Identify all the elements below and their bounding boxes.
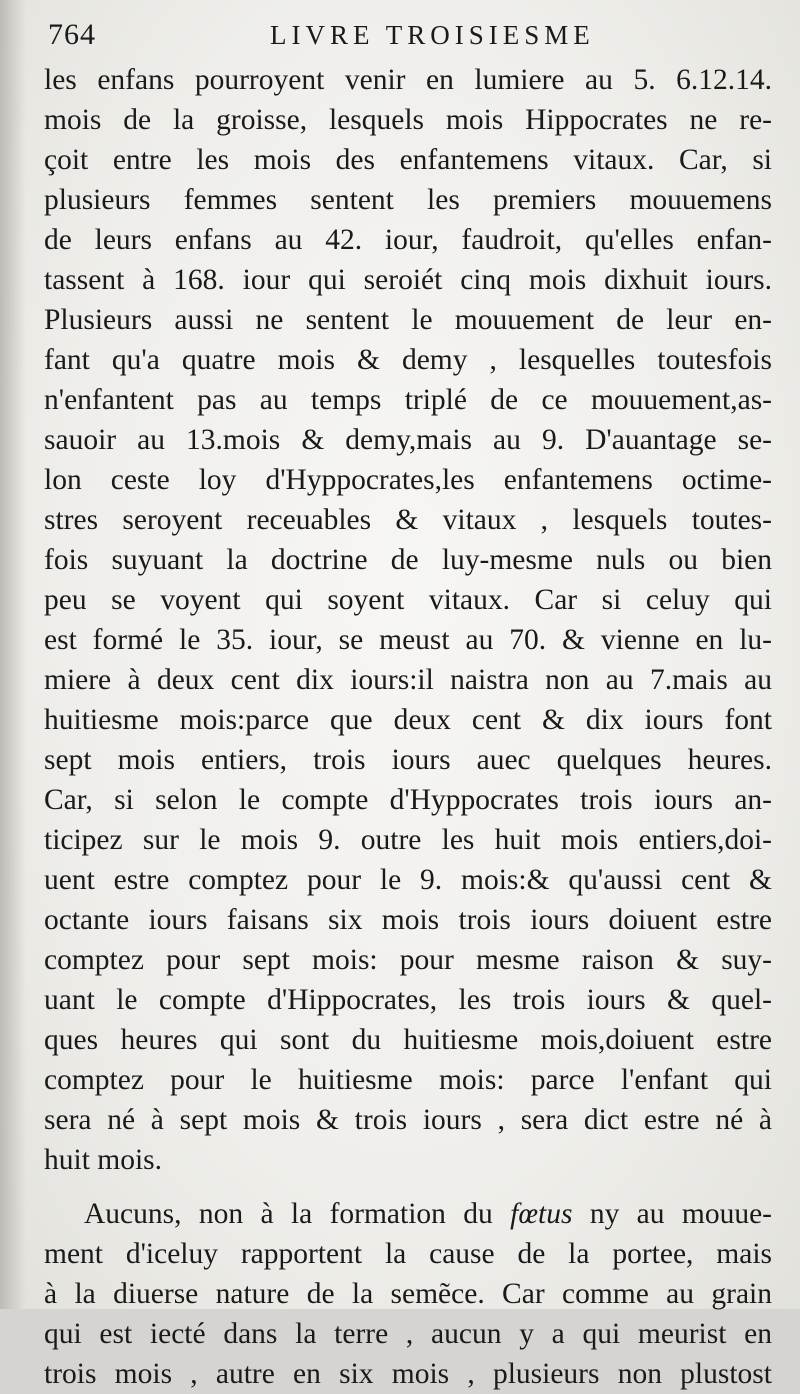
text-line: fant qu'a quatre mois & demy , lesquelles toutesfois (44, 344, 772, 376)
text-line: sept mois entiers, trois iours auec quelques heures. (44, 744, 772, 776)
text-line: tassent à 168. iour qui seroiét cinq mois dixhuit iours. (44, 264, 772, 296)
paragraph-gap (44, 1180, 772, 1194)
text-line: octante iours faisans six mois trois iours doiuent estre (44, 904, 772, 936)
text-line: huitiesme mois:parce que deux cent & dix iours font (44, 704, 772, 736)
text-line: ment d'iceluy rapportent la cause de la portee, mais (44, 1238, 772, 1270)
text-run: Aucuns, non à la formation du (84, 1198, 511, 1230)
text-line: Plusieurs aussi ne sentent le mouuement de leur en- (44, 304, 772, 336)
running-head: LIVRE TROISIESME (270, 20, 595, 50)
text-line: uant le compte d'Hippocrates, les trois iours & quel- (44, 984, 772, 1016)
text-line: çoit entre les mois des enfantemens vitaux. Car, si (44, 144, 772, 176)
page-header (48, 18, 760, 58)
paragraph-1 (44, 60, 772, 1180)
text-line: comptez pour sept mois: pour mesme raison & suy- (44, 944, 772, 976)
text-line: ques heures qui sont du huitiesme mois,doiuent estre (44, 1024, 772, 1056)
text-line: mois de la groisse, lesquels mois Hippocrates ne re- (44, 104, 772, 136)
text-line: comptez pour le huitiesme mois: parce l'enfant qui (44, 1064, 772, 1096)
page-number: 764 (48, 18, 96, 51)
text-line: uent estre comptez pour le 9. mois:& qu'aussi cent & (44, 864, 772, 896)
text-line: sauoir au 13.mois & demy,mais au 9. D'auantage se- (44, 424, 772, 456)
text-line: sera né à sept mois & trois iours , sera dict estre né à (44, 1104, 772, 1136)
paragraph-2 (44, 1194, 772, 1394)
text-line: fois suyuant la doctrine de luy-mesme nuls ou bien (44, 544, 772, 576)
text-line: de leurs enfans au 42. iour, faudroit, qu'elles enfan- (44, 224, 772, 256)
text-line: lon ceste loy d'Hyppocrates,les enfantemens octime- (44, 464, 772, 496)
text-line (44, 1194, 772, 1234)
text-line: plusieurs femmes sentent les premiers mouuemens (44, 184, 772, 216)
text-line: peu se voyent qui soyent vitaux. Car si celuy qui (44, 584, 772, 616)
italic-term: fœtus (510, 1198, 573, 1230)
text-line: les enfans pourroyent venir en lumiere au 5. 6.12.14. (44, 64, 772, 96)
text-line: n'enfantent pas au temps triplé de ce mouuement,as- (44, 384, 772, 416)
text-line: trois mois , autre en six mois , plusieurs non plustost (44, 1358, 772, 1390)
text-line: Car, si selon le compte d'Hyppocrates trois iours an- (44, 784, 772, 816)
text-line: miere à deux cent dix iours:il naistra non au 7.mais au (44, 664, 772, 696)
text-line: qui est iecté dans la terre , aucun y a qui meurist en (44, 1318, 772, 1350)
body-text (44, 60, 772, 1394)
text-line: ticipez sur le mois 9. outre les huit mois entiers,doi- (44, 824, 772, 856)
paragraph-2-lines (44, 1234, 772, 1394)
text-line: stres seroyent receuables & vitaux , lesquels toutes- (44, 504, 772, 536)
text-run: ny au mouue- (572, 1198, 772, 1230)
text-line: à la diuerse nature de la semẽce. Car comme au grain (44, 1278, 772, 1310)
page-gutter-shadow (0, 0, 26, 1309)
text-line: est formé le 35. iour, se meust au 70. & vienne en lu- (44, 624, 772, 656)
text-line: huit mois. (44, 1144, 163, 1176)
